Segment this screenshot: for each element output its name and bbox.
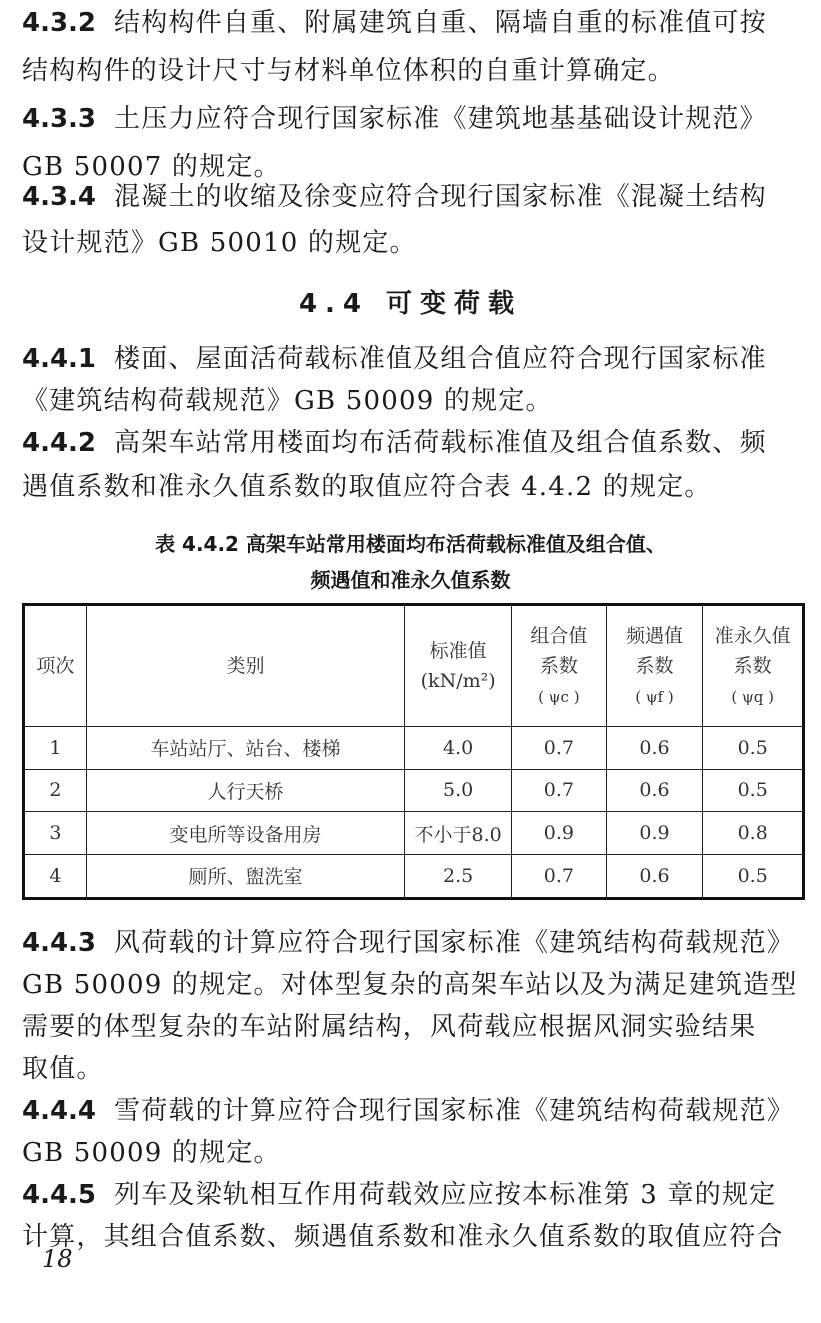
cell-item-no: 2: [24, 769, 87, 812]
clause-4-4-3-line-2: GB 50009 的规定。对体型复杂的高架车站以及为满足建筑造型: [22, 970, 798, 1000]
table-caption-line-2: 频遇值和准永久值系数: [310, 568, 511, 592]
clause-4-4-4-line-2: GB 50009 的规定。: [22, 1138, 281, 1168]
clause-text: 雪荷载的计算应符合现行国家标准《建筑结构荷载规范》: [114, 1096, 795, 1126]
table-row: [24, 769, 804, 812]
clause-4-4-2-line-2: 遇值系数和准永久值系数的取值应符合表 4.4.2 的规定。: [22, 472, 712, 502]
clause-text: 混凝土的收缩及徐变应符合现行国家标准《混凝土结构: [114, 182, 767, 212]
clause-4-4-4-line-1: [22, 1096, 794, 1126]
clause-4-3-2-line-1: [22, 8, 767, 38]
cell-psi-q: 0.5: [703, 769, 804, 812]
cell-standard-value: 5.0: [405, 769, 512, 812]
cell-category: 变电所等设备用房: [86, 812, 404, 855]
cell-item-no: 4: [24, 854, 87, 898]
clause-number: 4.4.1: [22, 344, 97, 374]
cell-psi-c: 0.7: [512, 854, 607, 898]
cell-psi-c: 0.7: [512, 769, 607, 812]
clause-4-3-4-line-1: [22, 182, 767, 212]
clause-text: 结构构件自重、附属建筑自重、隔墙自重的标准值可按: [114, 8, 767, 38]
table-row: [24, 812, 804, 855]
clause-number: 4.4.5: [22, 1180, 97, 1210]
clause-4-3-4-line-2: 设计规范》GB 50010 的规定。: [22, 228, 417, 258]
clause-4-3-2-line-2: 结构构件的设计尺寸与材料单位体积的自重计算确定。: [22, 56, 675, 86]
clause-4-3-3-line-2: GB 50007 的规定。: [22, 152, 281, 182]
clause-4-4-5-line-2: 计算，其组合值系数、频遇值系数和准永久值系数的取值应符合: [22, 1222, 784, 1252]
cell-standard-value: 2.5: [405, 854, 512, 898]
clause-number: 4.4.4: [22, 1096, 97, 1126]
table-caption-line-1: 表 4.4.2 高架车站常用楼面均布活荷载标准值及组合值、: [155, 532, 666, 556]
cell-standard-value: 不小于8.0: [405, 812, 512, 855]
clause-number: 4.4.3: [22, 928, 97, 958]
cell-category: 车站站厅、站台、楼梯: [86, 727, 404, 770]
header-quasi-permanent-coefficient: 准永久值 系数 ( ψq ): [703, 605, 804, 727]
cell-category: 厕所、盥洗室: [86, 854, 404, 898]
cell-psi-q: 0.8: [703, 812, 804, 855]
clause-text: 风荷载的计算应符合现行国家标准《建筑结构荷载规范》: [114, 928, 795, 958]
section-title: 4.4 可变荷载: [298, 289, 523, 319]
table-row: [24, 727, 804, 770]
header-standard-value: 标准值 (kN/m²): [405, 605, 512, 727]
clause-4-4-3-line-1: [22, 928, 794, 958]
cell-psi-c: 0.7: [512, 727, 607, 770]
clause-4-4-1-line-2: 《建筑结构荷载规范》GB 50009 的规定。: [22, 386, 553, 416]
cell-psi-f: 0.6: [606, 769, 703, 812]
cell-item-no: 3: [24, 812, 87, 855]
cell-item-no: 1: [24, 727, 87, 770]
cell-psi-f: 0.6: [606, 727, 703, 770]
table-row: [24, 854, 804, 898]
clause-4-4-1-line-1: [22, 344, 767, 374]
clause-4-4-3-line-4: 取值。: [22, 1054, 104, 1084]
page-number: 18: [42, 1245, 73, 1273]
cell-standard-value: 4.0: [405, 727, 512, 770]
cell-psi-f: 0.6: [606, 854, 703, 898]
clause-4-3-3-line-1: [22, 104, 767, 134]
clause-text: 列车及梁轨相互作用荷载效应应按本标准第 3 章的规定: [114, 1180, 777, 1210]
header-category: 类别: [86, 605, 404, 727]
cell-psi-c: 0.9: [512, 812, 607, 855]
clause-text: 楼面、屋面活荷载标准值及组合值应符合现行国家标准: [114, 344, 767, 374]
clause-number: 4.4.2: [22, 428, 97, 458]
cell-psi-q: 0.5: [703, 854, 804, 898]
header-item-no: 项次: [24, 605, 87, 727]
clause-4-4-3-line-3: 需要的体型复杂的车站附属结构，风荷载应根据风洞实验结果: [22, 1012, 757, 1042]
clause-number: 4.3.4: [22, 182, 97, 212]
cell-psi-f: 0.9: [606, 812, 703, 855]
load-table: [22, 603, 805, 900]
clause-4-4-5-line-1: [22, 1180, 776, 1210]
header-combination-coefficient: 组合值 系数 ( ψc ): [512, 605, 607, 727]
clause-4-4-2-line-1: [22, 428, 767, 458]
clause-text: 高架车站常用楼面均布活荷载标准值及组合值系数、频: [114, 428, 767, 458]
table-header-row: [24, 605, 804, 727]
clause-number: 4.3.3: [22, 104, 97, 134]
clause-number: 4.3.2: [22, 8, 97, 38]
cell-psi-q: 0.5: [703, 727, 804, 770]
cell-category: 人行天桥: [86, 769, 404, 812]
header-frequent-coefficient: 频遇值 系数 ( ψf ): [606, 605, 703, 727]
clause-text: 土压力应符合现行国家标准《建筑地基基础设计规范》: [114, 104, 767, 134]
